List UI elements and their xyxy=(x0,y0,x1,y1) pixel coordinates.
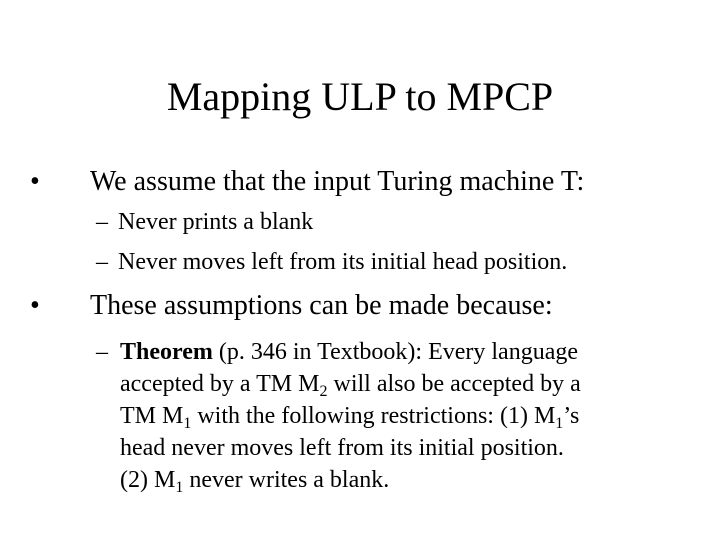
bullet-text: These assumptions can be made because: xyxy=(90,290,553,321)
subscript: 2 xyxy=(319,383,328,400)
subitem-text: Never moves left from its initial head position. xyxy=(118,249,568,275)
theorem-line-text: will also be accepted by a xyxy=(327,371,581,397)
theorem-line-text: ’s xyxy=(563,403,580,429)
subscript: 1 xyxy=(555,415,564,432)
theorem-line xyxy=(120,368,700,400)
theorem-line-text: accepted by a TM M xyxy=(120,371,320,397)
subscript: 1 xyxy=(183,415,192,432)
subitem-never-moves-left xyxy=(96,247,567,277)
dash-icon: – xyxy=(96,339,108,365)
subitem-text: Never prints a blank xyxy=(118,209,314,235)
dash-icon: – xyxy=(96,209,108,235)
theorem-line-text: TM M xyxy=(120,403,184,429)
theorem-line-text: (p. 346 in Textbook): Every language xyxy=(212,339,578,365)
theorem-line-text: with the following restrictions: (1) M xyxy=(191,403,556,429)
theorem-line xyxy=(120,464,700,496)
bullet-dot-icon: • xyxy=(30,290,40,321)
bullet-dot-icon: • xyxy=(30,166,40,197)
subscript: 1 xyxy=(175,479,184,496)
theorem-label: Theorem xyxy=(120,339,213,365)
theorem-line-text: never writes a blank. xyxy=(183,467,390,493)
theorem-line xyxy=(120,336,700,368)
bullet-text: We assume that the input Turing machine T: xyxy=(90,166,585,197)
theorem-line: head never moves left from its initial position. xyxy=(120,435,564,461)
theorem-line-text: (2) M xyxy=(120,467,176,493)
dash-icon: – xyxy=(96,249,108,275)
theorem-line xyxy=(120,400,700,432)
theorem-text xyxy=(120,336,700,496)
slide-title: Mapping ULP to MPCP xyxy=(166,74,554,119)
subitem-never-prints-blank xyxy=(96,207,313,237)
